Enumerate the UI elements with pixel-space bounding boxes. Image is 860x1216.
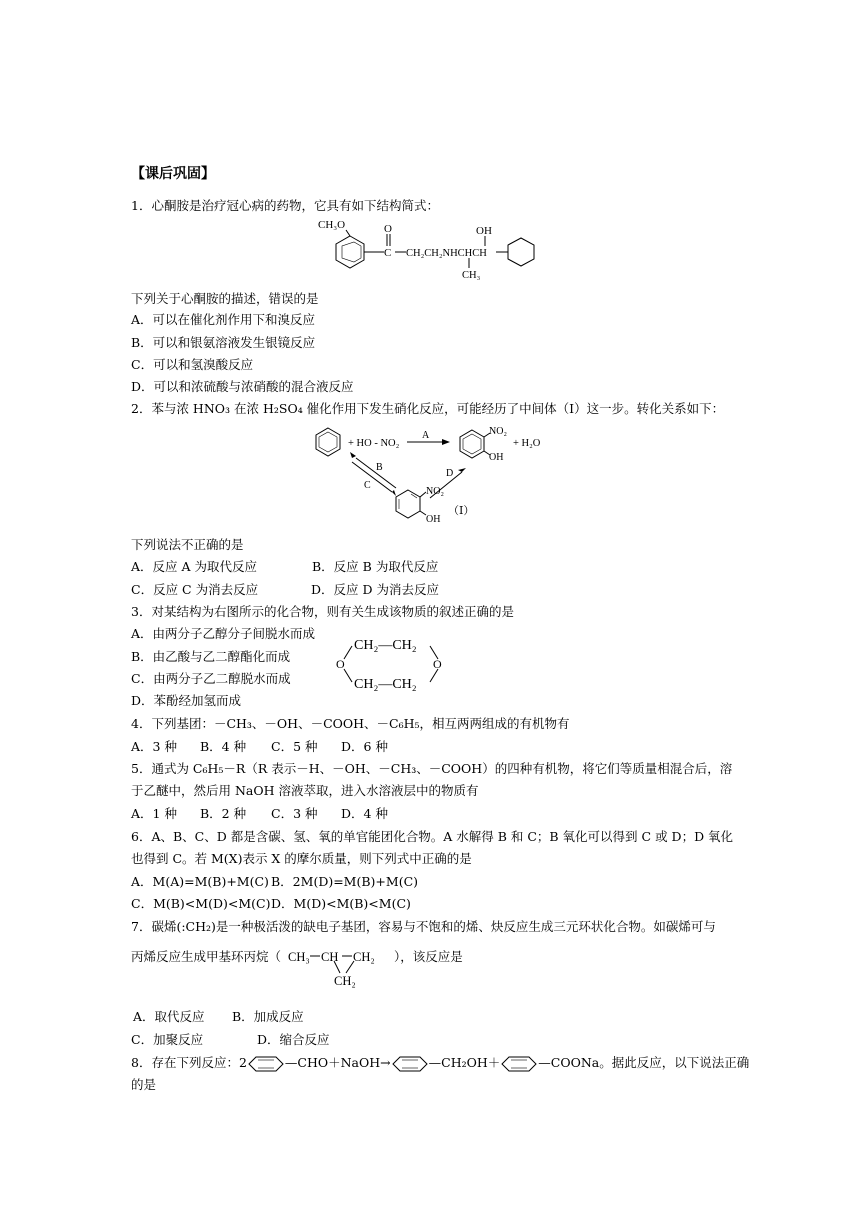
section-title: 【课后巩固】: [131, 166, 215, 182]
q3-option-b: B．由乙酸与乙二醇酯化而成: [131, 649, 291, 664]
q2-intermediate-label: （Ⅰ）: [448, 505, 475, 517]
q3-stem: 3．对某结构为右图所示的化合物，则有关生成该物质的叙述正确的是: [131, 604, 514, 619]
q1-option-d: D．可以和浓硫酸与浓硝酸的混合液反应: [131, 379, 354, 394]
q3-option-c: C．由两分子乙二醇脱水而成: [131, 671, 291, 686]
q2-option-c: C．反应 C 为消去反应: [131, 582, 259, 597]
q5-option-a: A．1 种: [131, 806, 177, 821]
q1-carbonyl-c: C: [384, 247, 392, 259]
q1-option-b: B．可以和银氨溶液发生银镜反应: [131, 335, 316, 350]
q8-prefix: 8．存在下列反应：2: [131, 1055, 247, 1070]
q7-stem-line2a: 丙烯反应生成甲基环丙烷（: [131, 949, 282, 964]
q3-top-chain: CH₂—CH₂: [354, 638, 417, 653]
q5-stem-line1: 5．通式为 C₆H₅－R（R 表示－H、－OH、－CH₃、－COOH）的四种有机物，将它们等质量相混合后，溶: [131, 761, 733, 776]
q8-benzene-ring-3: [500, 1056, 538, 1072]
q2-label-b: B: [376, 462, 383, 473]
q3-bottom-chain: CH₂—CH₂: [354, 677, 417, 692]
q6-stem-line2: 也得到 C。若 M(X)表示 X 的摩尔质量，则下列式中正确的是: [131, 851, 472, 866]
q7-option-a: A．取代反应: [133, 1009, 205, 1024]
q2-option-a: A．反应 A 为取代反应: [131, 559, 258, 574]
q7-ch2-right: CH₂: [353, 950, 375, 964]
q7-option-b: B．加成反应: [232, 1009, 304, 1024]
q3-option-a: A．由两分子乙醇分子间脱水而成: [131, 626, 316, 641]
q2-label-d: D: [446, 468, 454, 479]
q1-carbonyl-o: O: [384, 223, 392, 235]
q6-option-a: A．M(A)=M(B)+M(C): [131, 874, 269, 889]
q1-stem: 1．心酮胺是治疗冠心病的药物，它具有如下结构简式：: [131, 198, 439, 213]
q8-part1: —CHO＋NaOH→: [284, 1055, 391, 1070]
q8-part3: —COONa。据此反应，以下说法正确: [538, 1055, 750, 1070]
q8-stem-line2: 的是: [131, 1077, 157, 1092]
q5-option-d: D．4 种: [341, 806, 388, 821]
q8-stem-line1: [131, 1055, 749, 1072]
q1-structure: [318, 214, 548, 282]
q1-option-c: C．可以和氢溴酸反应: [131, 357, 254, 372]
q2-product-oh: OH: [489, 452, 504, 463]
q6-option-c: C．M(B)<M(D)<M(C): [131, 896, 271, 911]
q2-water: + H₂O: [513, 438, 541, 449]
q6-stem-line1: 6．A、B、C、D 都是含碳、氢、氧的单官能团化合物。A 水解得 B 和 C；B 氧化可以得到 C 或 D；D 氧化: [131, 829, 734, 844]
q3-dioxane-ring: [336, 632, 448, 694]
q2-product-no2: NO₂: [489, 426, 507, 437]
q2-reagent: + HO - NO₂: [348, 438, 400, 449]
q2-scheme: [312, 422, 552, 530]
q4-option-d: D．6 种: [341, 739, 388, 754]
q3-option-d: D．苯酚经加氢而成: [131, 693, 242, 708]
q7-ch3: CH₃: [288, 950, 310, 964]
q4-option-c: C．5 种: [271, 739, 318, 754]
q2-option-b: B．反应 B 为取代反应: [312, 559, 439, 574]
q2-option-d: D．反应 D 为消去反应: [311, 582, 439, 597]
q5-option-b: B．2 种: [200, 806, 247, 821]
q1-och3: CH₃O: [318, 219, 346, 231]
q1-oh: OH: [476, 225, 492, 237]
q2-stem: 2．苯与浓 HNO₃ 在浓 H₂SO₄ 催化作用下发生硝化反应，可能经历了中间体（Ⅰ）这一步。转化关系如下：: [131, 401, 725, 416]
q7-stem-line2b: ），该反应是: [394, 949, 463, 964]
q2-intermediate-no2: NO₂: [426, 486, 444, 497]
q2-intermediate-oh: OH: [426, 514, 441, 525]
q8-benzene-ring-1: [247, 1056, 285, 1072]
q7-methylcyclopropane: [288, 946, 386, 990]
q7-option-c: C．加聚反应: [131, 1032, 204, 1047]
q4-stem: 4．下列基团：－CH₃、－OH、－COOH、－C₆H₅，相互两两组成的有机物有: [131, 716, 570, 731]
q3-oxygen-left: O: [336, 657, 345, 671]
q8-part2: —CH₂OH＋: [428, 1055, 501, 1070]
q2-label-a: A: [422, 430, 430, 441]
q1-option-a: A．可以在催化剂作用下和溴反应: [131, 312, 316, 327]
q6-option-d: D．M(D)<M(B)<M(C): [271, 896, 411, 911]
q7-ch: CH: [321, 950, 339, 964]
q7-ch2-bottom: CH₂: [334, 974, 356, 988]
q1-prompt: 下列关于心酮胺的描述，错误的是: [131, 291, 319, 306]
q7-option-d: D．缩合反应: [257, 1032, 330, 1047]
q2-prompt: 下列说法不正确的是: [131, 537, 244, 552]
q6-option-b: B．2M(D)=M(B)+M(C): [271, 874, 419, 889]
q2-label-c: C: [364, 480, 371, 491]
q5-stem-line2: 于乙醚中，然后用 NaOH 溶液萃取，进入水溶液层中的物质有: [131, 783, 479, 798]
q1-ch3: CH₃: [462, 270, 481, 281]
q7-stem-line1: 7．碳烯(:CH₂)是一种极活泼的缺电子基团，容易与不饱和的烯、炔反应生成三元环状化合物。如碳烯可与: [131, 919, 716, 934]
q5-option-c: C．3 种: [271, 806, 318, 821]
q4-option-a: A．3 种: [131, 739, 177, 754]
q4-option-b: B．4 种: [200, 739, 247, 754]
q8-benzene-ring-2: [391, 1056, 429, 1072]
q3-oxygen-right: O: [433, 657, 442, 671]
q1-chain: CH₂CH₂NHCHCH: [406, 248, 487, 259]
